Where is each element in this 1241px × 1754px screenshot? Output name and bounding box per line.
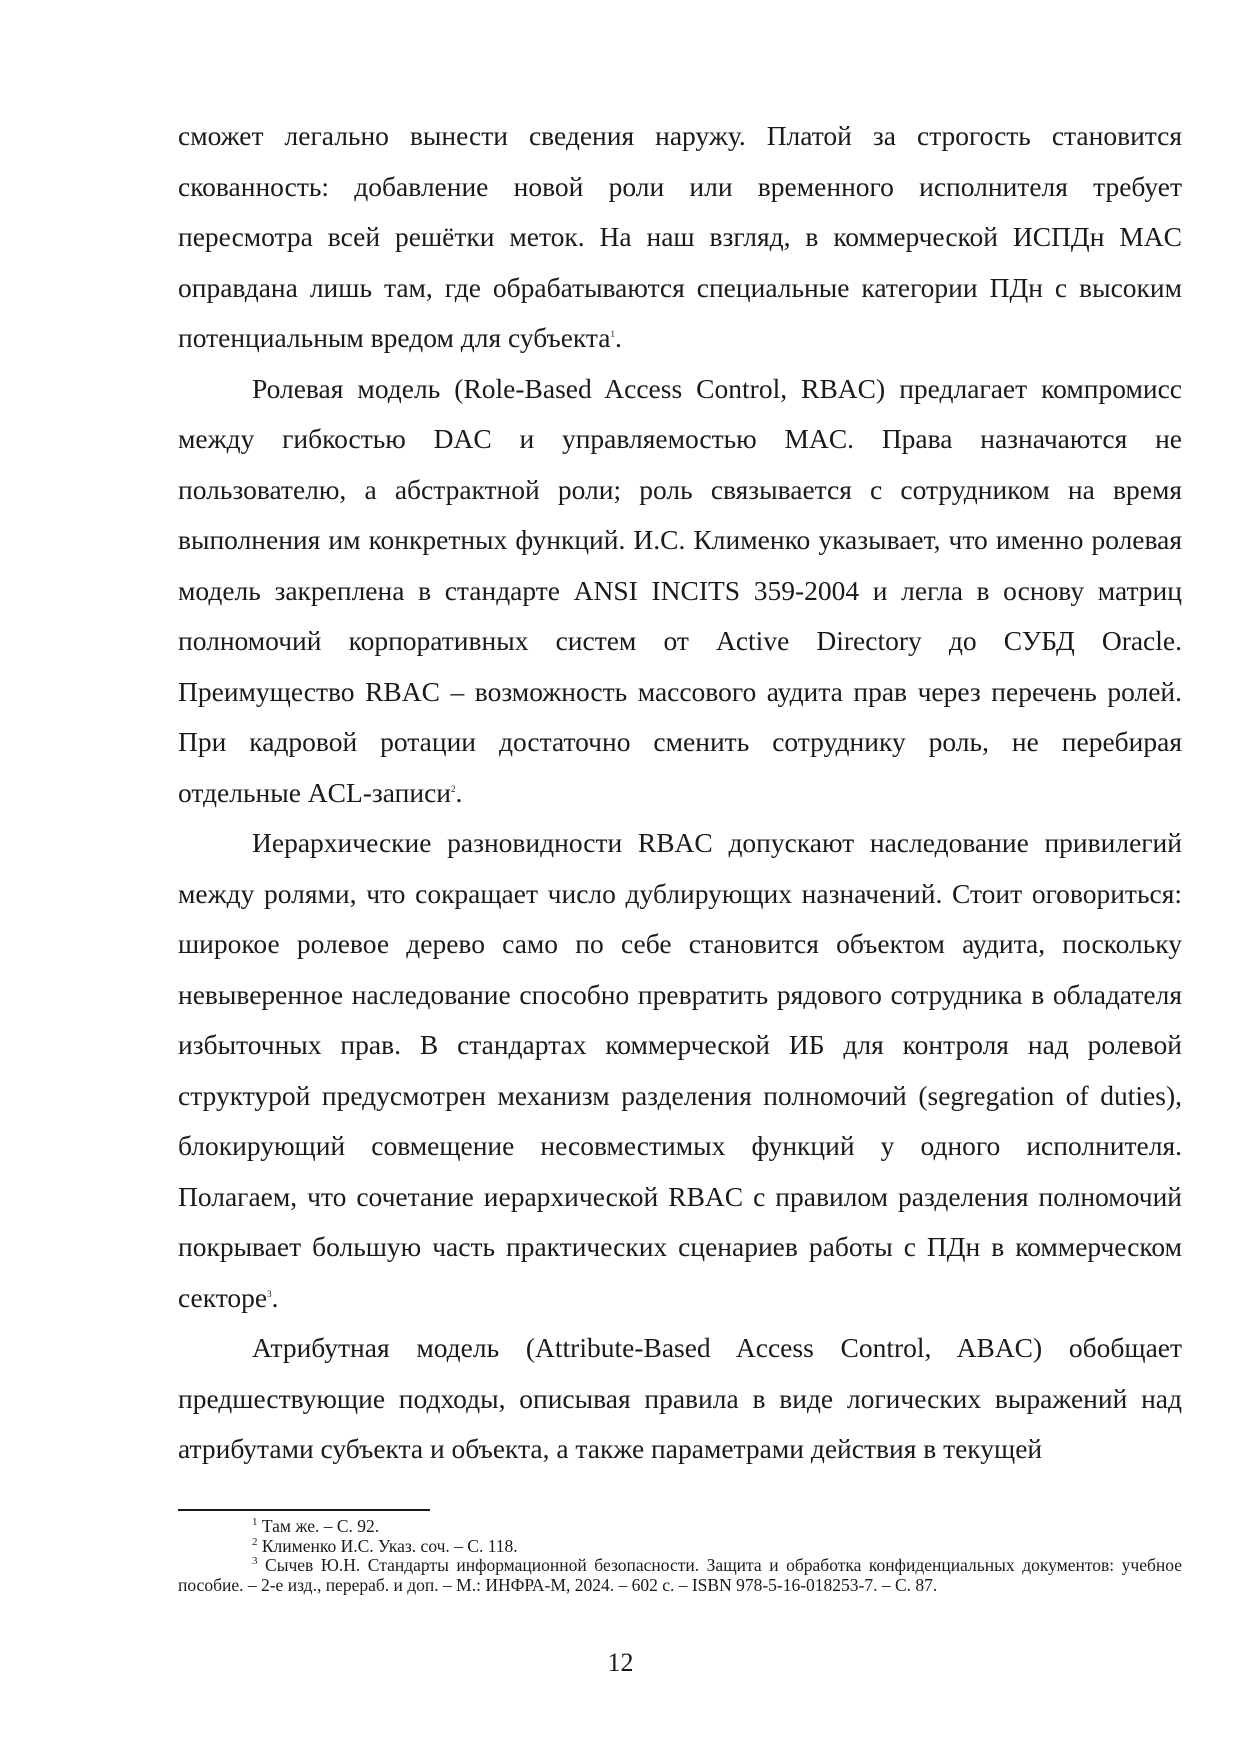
footnote-reference[interactable]: 3 bbox=[267, 1288, 272, 1299]
paragraph-rbac bbox=[178, 364, 1182, 819]
footnote-reference[interactable]: 1 bbox=[610, 328, 615, 339]
footnote-reference[interactable]: 2 bbox=[451, 783, 456, 794]
footnote-mark: 1 bbox=[252, 1516, 258, 1529]
footnote-separator bbox=[178, 1509, 430, 1511]
paragraph-text: Иерархические разновидности RBAC допускают наследование привилегий между ролями, что сокращает число дублирующих назначений. Стоит оговориться: широкое ролевое дерево само по себе становится объектом аудита, поскольку невыверенное наследование способно превратить рядового сотрудника в обладателя избыточных прав. В стандартах коммерческой ИБ для контроля над ролевой структурой предусмотрен механизм разделения полномочий (segregation of duties), блокирующий совмещение несовместимых функций у одного исполнителя. Полагаем, что сочетание иерархической RBAC с правилом разделения полномочий покрывает большую часть практических сценариев работы с ПДн в коммерческом секторе bbox=[178, 827, 1182, 1313]
footnote-text: Клименко И.С. Указ. соч. – С. 118. bbox=[257, 1535, 518, 1556]
body-text bbox=[178, 111, 1182, 1475]
footnote-item bbox=[178, 1517, 1182, 1537]
paragraph-text: сможет легально вынести сведения наружу. Платой за строгость становится скованность: добавление новой роли или временного исполнителя требует пересмотра всей решётки меток. На наш взгляд, в коммерческой ИСПДн MAC оправдана лишь там, где обрабатываются специальные категории ПДн с высоким потенциальным вредом для субъекта bbox=[178, 120, 1182, 353]
paragraph-hierarchical-rbac bbox=[178, 818, 1182, 1323]
page-number: 12 bbox=[607, 1648, 634, 1677]
paragraph-text: Ролевая модель (Role-Based Access Control, RBAC) предлагает компромисс между гибкостью DAC и управляемостью MAC. Права назначаются не пользователю, а абстрактной роли; роль связывается с сотрудником на время выполнения им конкретных функций. И.С. Клименко указывает, что именно ролевая модель закреплена в стандарте ANSI INCITS 359-2004 и легла в основу матриц полномочий корпоративных систем от Active Directory до СУБД Oracle. Преимущество RBAC – возможность массового аудита прав через перечень ролей. При кадровой ротации достаточно сменить сотруднику роль, не перебирая отдельные ACL-записи bbox=[178, 372, 1182, 808]
paragraph-text-end: . bbox=[271, 1281, 279, 1313]
footnote-item bbox=[178, 1556, 1182, 1595]
footnotes bbox=[178, 1517, 1182, 1595]
paragraph-text-end: . bbox=[455, 776, 463, 808]
footnote-mark: 3 bbox=[252, 1555, 258, 1568]
footnote-item bbox=[178, 1537, 1182, 1557]
footnote-text: Там же. – С. 92. bbox=[257, 1516, 380, 1536]
paragraph-text: Атрибутная модель (Attribute-Based Access Control, ABAC) обобщает предшествующие подходы, описывая правила в виде логических выражений над атрибутами субъекта и объекта, а также параметрами действия в текущей bbox=[178, 1332, 1182, 1464]
paragraph-continuation bbox=[178, 111, 1182, 364]
footnote-text: Сычев Ю.Н. Стандарты информационной безопасности. Защита и обработка конфиденциальных документов: учебное пособие. – 2-е изд., перераб. и доп. – М.: ИНФРА-М, 2024. – 602 с. – ISBN 978-5-16-018253-7. – С. 87. bbox=[178, 1555, 1182, 1595]
footnote-mark: 2 bbox=[252, 1535, 258, 1548]
paragraph-abac bbox=[178, 1323, 1182, 1475]
paragraph-text-end: . bbox=[615, 322, 622, 353]
